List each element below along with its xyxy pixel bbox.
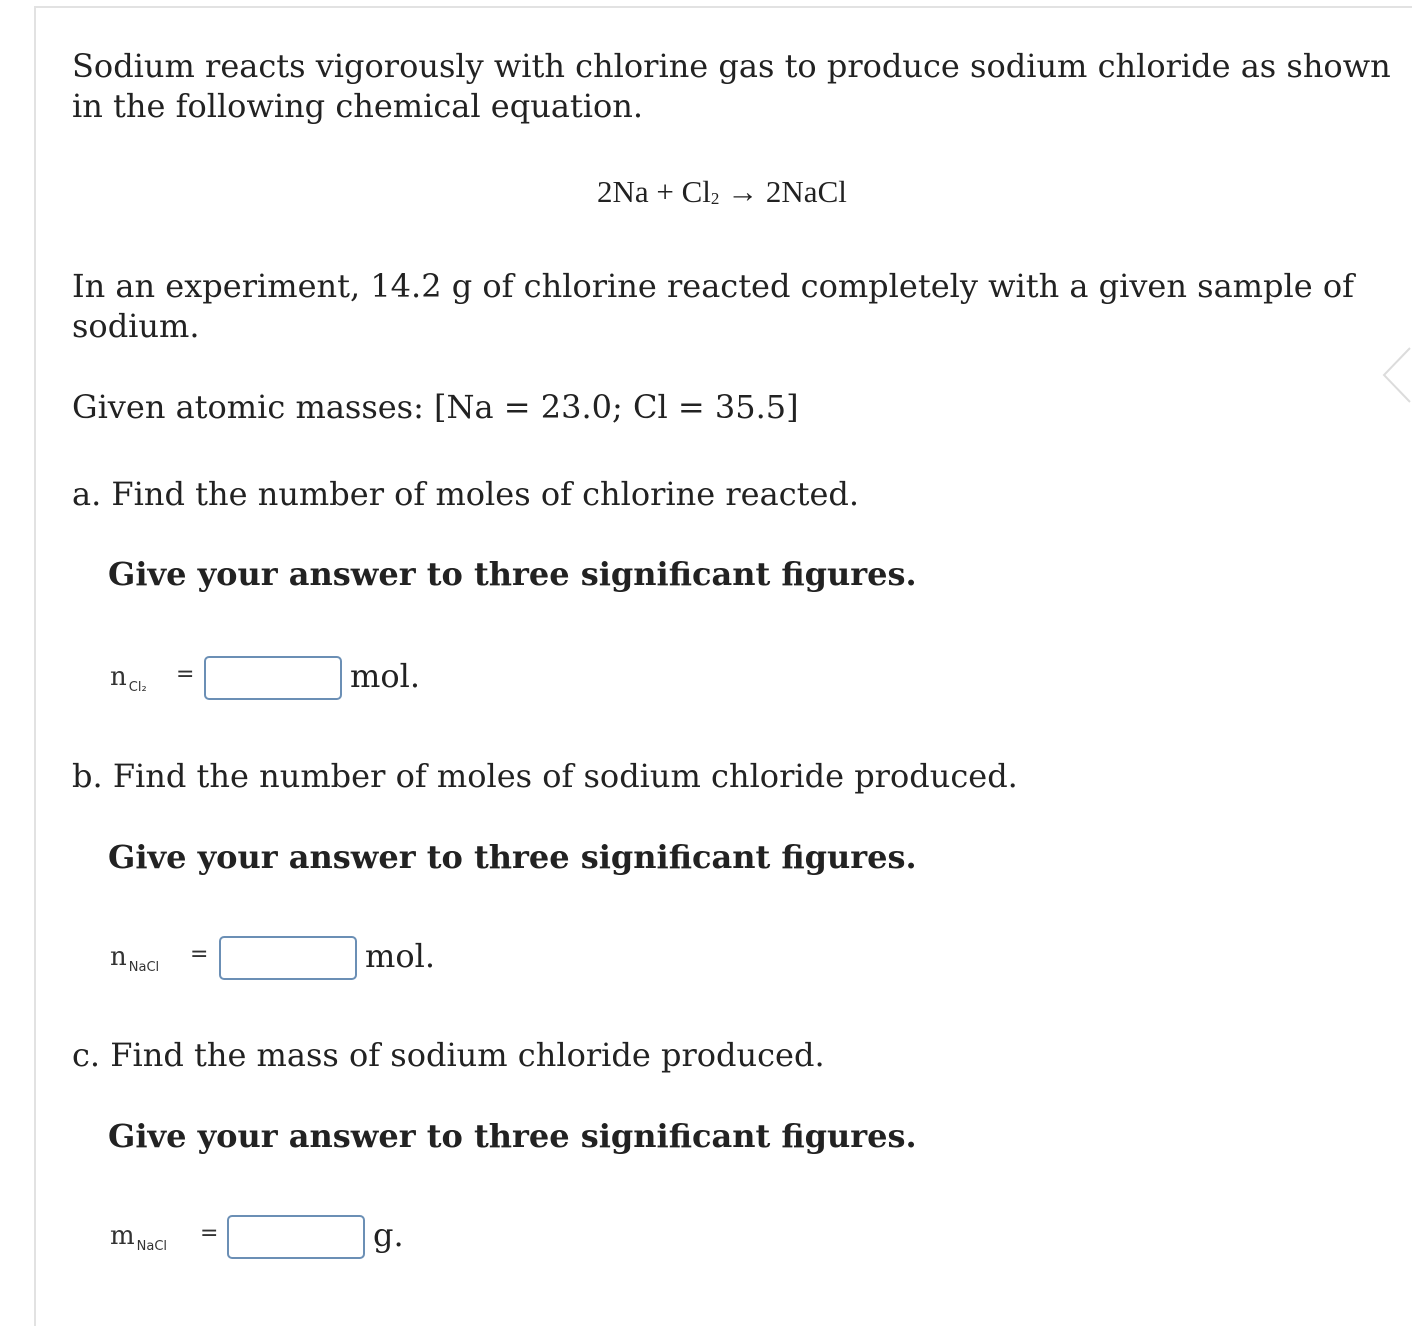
question-c: c. Find the mass of sodium chloride produced. <box>72 1036 825 1074</box>
instruction-c: Give your answer to three significant figures. <box>108 1117 917 1155</box>
collapse-panel-chevron-icon[interactable] <box>1382 346 1412 404</box>
question-a: a. Find the number of moles of chlorine reacted. <box>72 475 860 513</box>
chemical-equation <box>597 172 847 217</box>
answer-input-mass-sodium-chloride[interactable] <box>227 1215 365 1259</box>
variable-subscript-a: Cl₂ <box>128 680 147 695</box>
problem-intro-line-2: in the following chemical equation. <box>72 87 644 125</box>
answer-input-moles-sodium-chloride[interactable] <box>219 936 357 980</box>
equation-subscript: 2 <box>710 189 720 208</box>
unit-label-a: mol. <box>350 657 421 695</box>
content-frame-left-border <box>34 6 36 1326</box>
variable-label-c <box>110 1221 168 1256</box>
unit-label-c: g. <box>373 1216 404 1254</box>
given-atomic-masses: Given atomic masses: [Na = 23.0; Cl = 35.5] <box>72 388 799 426</box>
problem-intro <box>72 46 1391 126</box>
variable-subscript-c: NaCl <box>136 1239 168 1254</box>
experiment-line-2: sodium. <box>72 307 200 345</box>
problem-intro-line-1: Sodium reacts vigorously with chlorine gas to produce sodium chloride as shown <box>72 47 1391 85</box>
variable-label-b <box>110 942 160 977</box>
equals-sign-a: = <box>176 662 195 687</box>
equation-reactants: 2Na + Cl <box>597 174 711 209</box>
variable-label-a <box>110 662 145 697</box>
equation-arrow: → <box>719 174 766 209</box>
variable-symbol-a: n <box>110 662 127 692</box>
experiment-line-1: In an experiment, 14.2 g of chlorine reacted completely with a given sample of <box>72 267 1354 305</box>
content-frame-top-border <box>34 6 1412 8</box>
equals-sign-b: = <box>190 942 209 967</box>
answer-input-moles-chlorine[interactable] <box>204 656 342 700</box>
variable-symbol-b: n <box>110 942 127 972</box>
equation-products: 2NaCl <box>765 174 847 209</box>
unit-label-b: mol. <box>365 937 436 975</box>
instruction-a: Give your answer to three significant figures. <box>108 555 917 593</box>
equals-sign-c: = <box>200 1221 219 1246</box>
variable-subscript-b: NaCl <box>128 960 160 975</box>
variable-symbol-c: m <box>110 1221 135 1251</box>
experiment-description <box>72 266 1354 346</box>
question-b: b. Find the number of moles of sodium chloride produced. <box>72 757 1018 795</box>
instruction-b: Give your answer to three significant figures. <box>108 838 917 876</box>
